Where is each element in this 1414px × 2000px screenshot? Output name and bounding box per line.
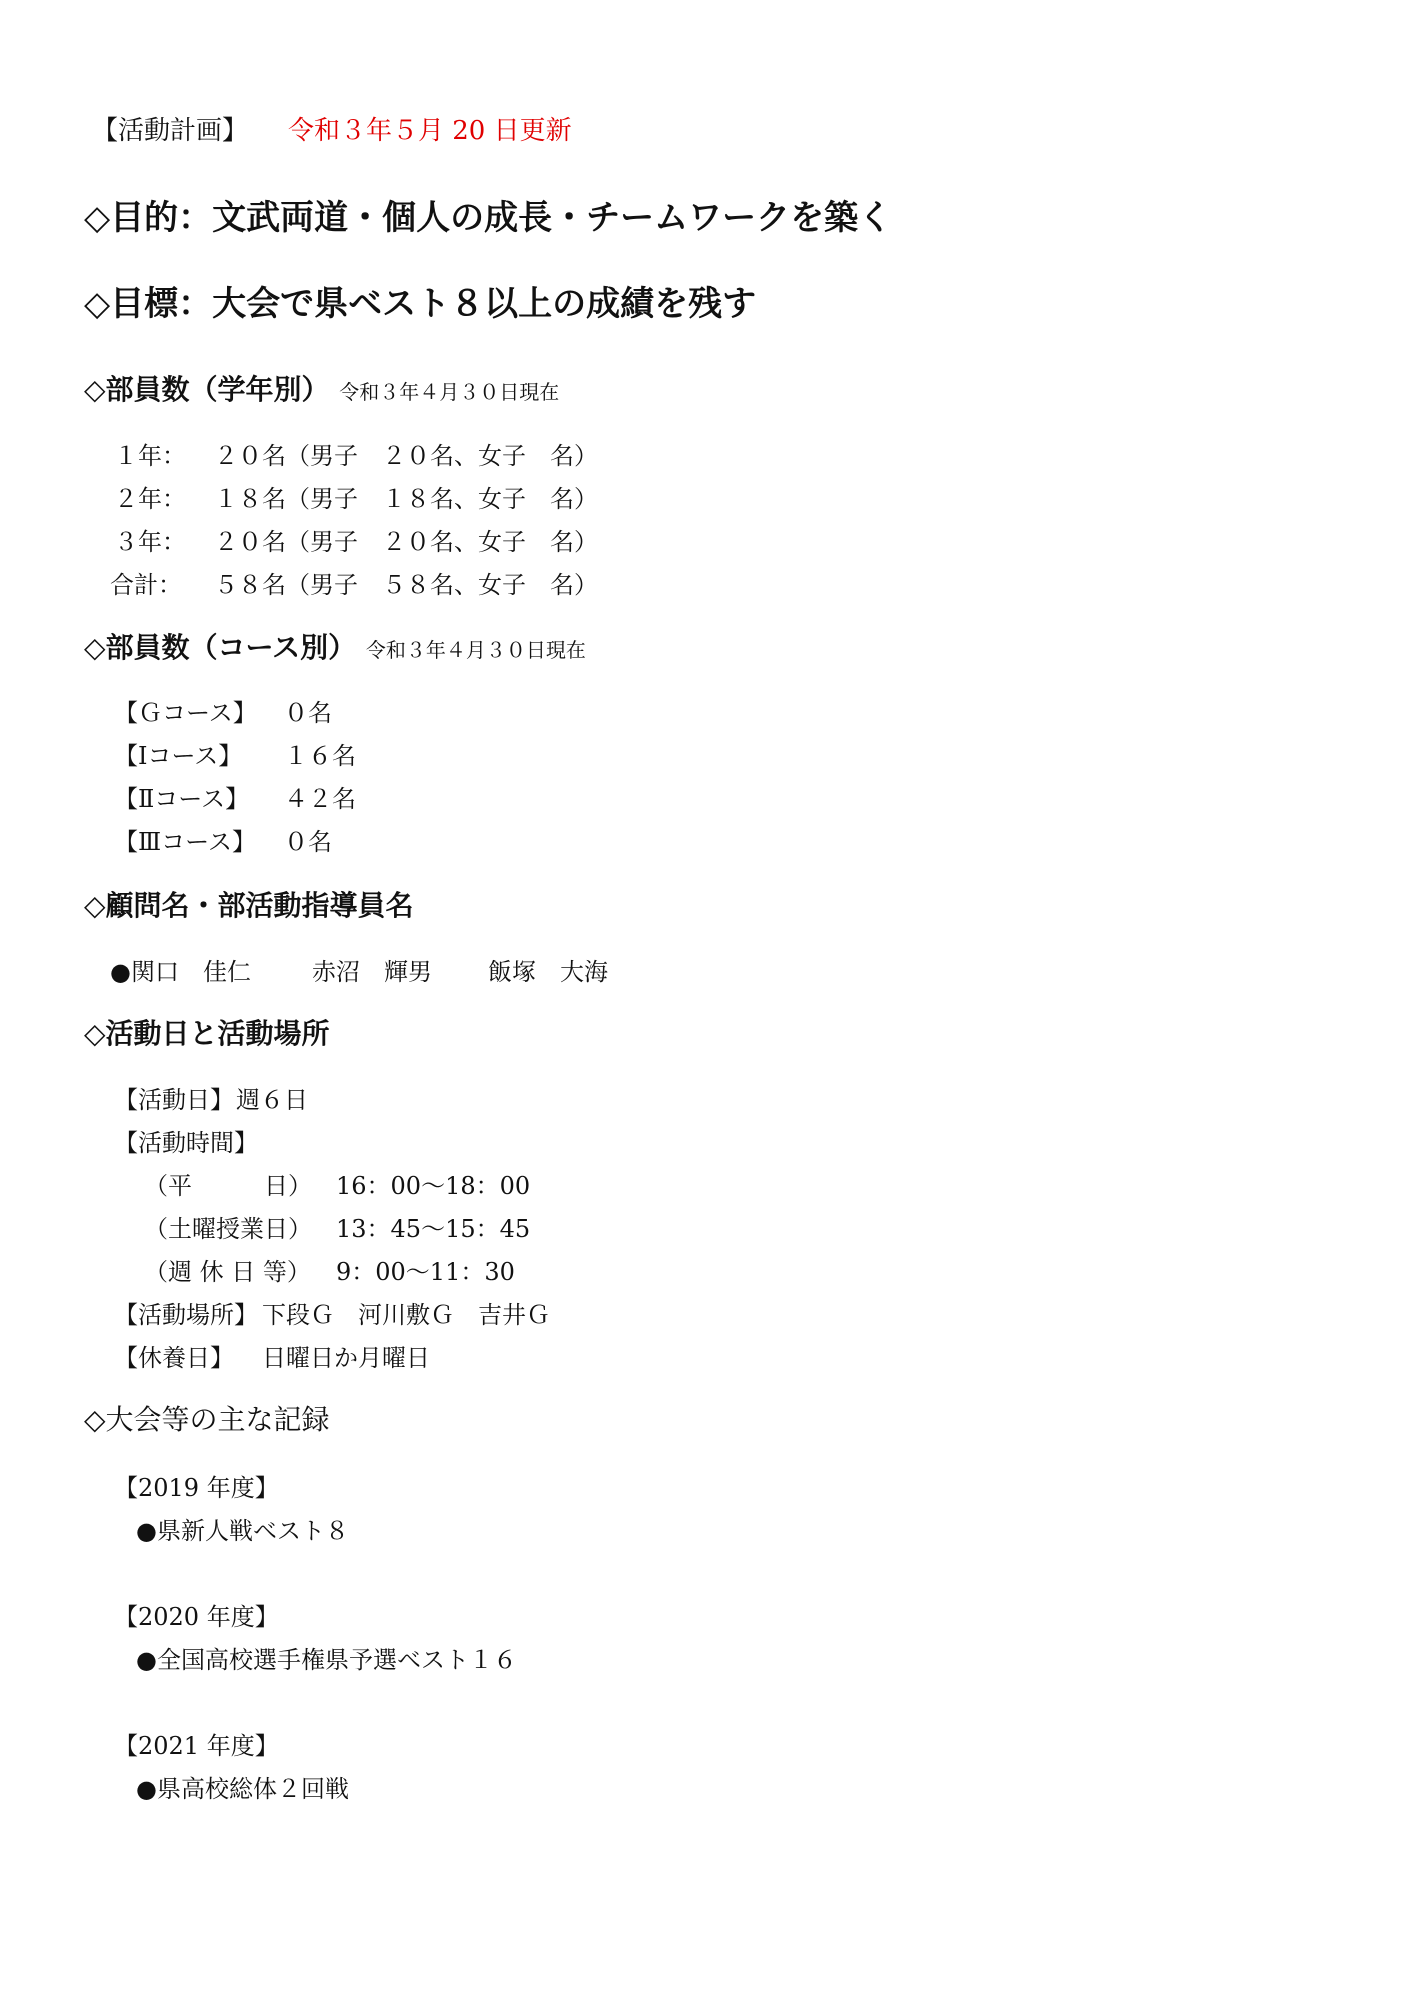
activity-days-value: 週６日 <box>236 1086 308 1114</box>
activity-days-label: 【活動日】 <box>114 1086 234 1114</box>
grade-row-label: ３年： <box>114 528 186 556</box>
updated-date: 令和３年５月 20 日更新 <box>288 116 572 146</box>
members-course-title: ◇部員数（コース別） <box>84 631 357 664</box>
members-course-asof: 令和３年４月３０日現在 <box>365 638 586 662</box>
course-row-value: ０名 <box>284 699 332 727</box>
advisors-heading: ◇顧問名・部活動指導員名 <box>84 889 414 922</box>
members-grade-title: ◇部員数（学年別） <box>84 373 330 406</box>
time-row-value: 13：45〜15：45 <box>336 1215 531 1243</box>
plan-label: 【活動計画】 <box>92 116 249 146</box>
advisor-name: 飯塚 大海 <box>488 958 608 986</box>
record-year: 【2021 年度】 <box>114 1732 279 1760</box>
time-row-label: （平 日） <box>144 1172 312 1200</box>
grade-total-label: 合計： <box>110 571 182 599</box>
course-row-value: ４２名 <box>284 785 356 813</box>
grade-row-value: １８名（男子 １８名、女子 名） <box>214 485 598 513</box>
goal-heading: ◇目標：大会で県ベスト８以上の成績を残す <box>84 284 757 324</box>
course-row-value: １６名 <box>284 742 356 770</box>
record-year: 【2020 年度】 <box>114 1603 279 1631</box>
grade-row-value: ２０名（男子 ２０名、女子 名） <box>214 528 598 556</box>
rest-day-label: 【休養日】 <box>114 1344 234 1372</box>
activity-place-label: 【活動場所】 <box>114 1301 258 1329</box>
records-heading: ◇大会等の主な記録 <box>84 1403 330 1436</box>
advisor-name: ●関口 佳仁 <box>110 958 251 986</box>
record-item: ●県新人戦ベスト８ <box>136 1517 349 1545</box>
course-row-label: 【Ⅰコース】 <box>114 742 243 770</box>
advisor-name: 赤沼 輝男 <box>312 958 432 986</box>
time-row-label: （週 休 日 等） <box>144 1258 311 1286</box>
activity-time-label: 【活動時間】 <box>114 1129 258 1157</box>
record-item: ●全国高校選手権県予選ベスト１６ <box>136 1646 517 1674</box>
course-row-label: 【Ⅱコース】 <box>114 785 250 813</box>
grade-row-value: ２０名（男子 ２０名、女子 名） <box>214 442 598 470</box>
course-row-value: ０名 <box>284 828 332 856</box>
grade-total-value: ５８名（男子 ５８名、女子 名） <box>214 571 598 599</box>
time-row-value: 9：00〜11：30 <box>336 1258 515 1286</box>
record-item: ●県高校総体２回戦 <box>136 1775 349 1803</box>
members-grade-heading <box>84 368 559 408</box>
grade-row-label: １年： <box>114 442 186 470</box>
members-grade-asof: 令和３年４月３０日現在 <box>339 380 560 404</box>
purpose-heading: ◇目的：文武両道・個人の成長・チームワークを築く <box>84 198 893 238</box>
course-row-label: 【Ⅲコース】 <box>114 828 256 856</box>
time-row-value: 16：00〜18：00 <box>336 1172 531 1200</box>
rest-day-value: 日曜日か月曜日 <box>262 1344 430 1372</box>
activity-place-value: 下段Ｇ 河川敷Ｇ 吉井Ｇ <box>262 1301 550 1329</box>
grade-row-label: ２年： <box>114 485 186 513</box>
record-year: 【2019 年度】 <box>114 1474 279 1502</box>
time-row-label: （土曜授業日） <box>144 1215 312 1243</box>
activity-heading: ◇活動日と活動場所 <box>84 1017 330 1050</box>
course-row-label: 【Ｇコース】 <box>114 699 257 727</box>
members-course-heading <box>84 626 586 666</box>
